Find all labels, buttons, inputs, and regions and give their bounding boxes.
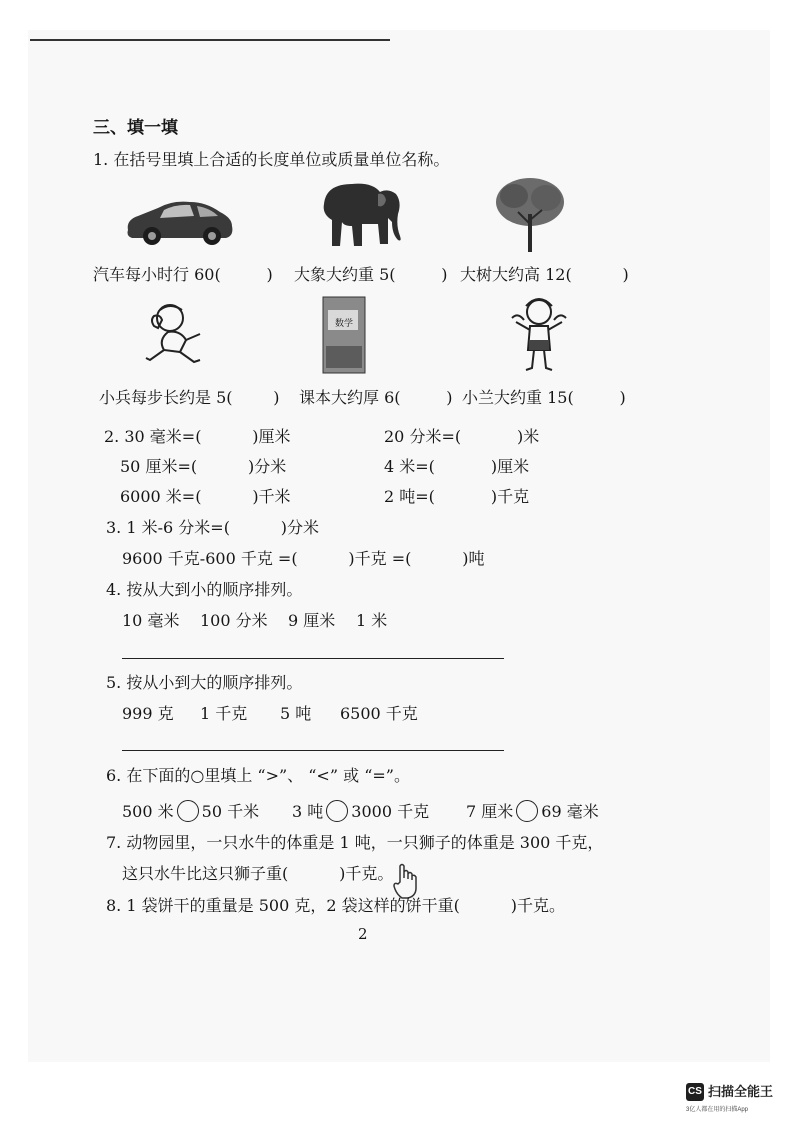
q6-left-value: 3 吨	[292, 802, 324, 821]
compare-circle[interactable]	[516, 800, 538, 822]
q6-left-value: 7 厘米	[466, 802, 514, 821]
q6-item	[292, 800, 429, 822]
q5-value: 1 千克	[200, 704, 248, 723]
q4-value: 10 毫米	[122, 611, 180, 630]
q6-right-value: 3000 千克	[351, 802, 430, 821]
q1-item-book: 课本大约厚 6( )	[299, 388, 453, 407]
boy-walking-picture	[140, 300, 210, 372]
q6-item	[466, 800, 599, 822]
q2-row1-right: 20 分米=( )米	[384, 427, 540, 446]
q2-row2-right: 4 米=( )厘米	[384, 457, 530, 476]
q1-item-elephant: 大象大约重 5( )	[294, 265, 448, 284]
q2-row1-left: 2. 30 毫米=( )厘米	[104, 427, 291, 446]
q2-row2-left: 50 厘米=( )分米	[120, 457, 287, 476]
tree-picture	[490, 174, 570, 254]
girl-picture	[504, 294, 574, 374]
q1-prompt: 1. 在括号里填上合适的长度单位或质量单位名称。	[93, 150, 450, 169]
hand-cursor-icon	[390, 862, 420, 900]
q8-text: 8. 1 袋饼干的重量是 500 克，2 袋这样的饼干重( )千克。	[106, 896, 565, 915]
camscanner-logo: CS	[686, 1083, 704, 1101]
q4-answer-line	[122, 658, 504, 659]
q6-item	[122, 800, 259, 822]
q5-prompt: 5. 按从小到大的顺序排列。	[106, 673, 303, 692]
q3-line1: 3. 1 米-6 分米=( )分米	[106, 518, 320, 537]
header-rule	[30, 39, 390, 41]
elephant-picture	[318, 178, 410, 250]
q2-row3-right: 2 吨=( )千克	[384, 487, 530, 506]
q7-line1: 7. 动物园里，一只水牛的体重是 1 吨，一只狮子的体重是 300 千克，	[106, 833, 604, 852]
camscanner-name: 扫描全能王	[708, 1084, 774, 1099]
compare-circle[interactable]	[326, 800, 348, 822]
q6-right-value: 69 毫米	[541, 802, 599, 821]
section-title: 三、填一填	[93, 118, 178, 138]
q6-right-value: 50 千米	[201, 802, 260, 821]
q3-line2: 9600 千克-600 千克 =( )千克 =( )吨	[122, 549, 485, 568]
camscanner-watermark	[686, 1083, 786, 1115]
camscanner-tagline: 3亿人都在用的扫描App	[686, 1107, 749, 1113]
q5-answer-line	[122, 750, 504, 751]
q6-left-value: 500 米	[122, 802, 174, 821]
q5-value: 999 克	[122, 704, 174, 723]
q4-value: 9 厘米	[288, 611, 336, 630]
q5-value: 6500 千克	[340, 704, 418, 723]
textbook-picture	[322, 296, 366, 374]
q2-row3-left: 6000 米=( )千米	[120, 487, 291, 506]
q7-line2: 这只水牛比这只狮子重( )千克。	[122, 864, 394, 883]
q1-item-step: 小兵每步长约是 5( )	[99, 388, 280, 407]
textbook-cover-title: 数学	[334, 319, 354, 329]
page-number: 2	[358, 925, 368, 943]
q4-prompt: 4. 按从大到小的顺序排列。	[106, 580, 303, 599]
q1-item-tree: 大树大约高 12( )	[460, 265, 629, 284]
q1-item-car: 汽车每小时行 60( )	[93, 265, 273, 284]
compare-circle[interactable]	[177, 800, 199, 822]
q4-value: 1 米	[356, 611, 388, 630]
q6-prompt: 6. 在下面的○里填上 “>”、 “<” 或 “=”。	[106, 766, 410, 785]
q4-value: 100 分米	[200, 611, 268, 630]
q5-value: 5 吨	[280, 704, 312, 723]
car-picture	[124, 190, 236, 248]
q1-item-girl: 小兰大约重 15( )	[462, 388, 626, 407]
